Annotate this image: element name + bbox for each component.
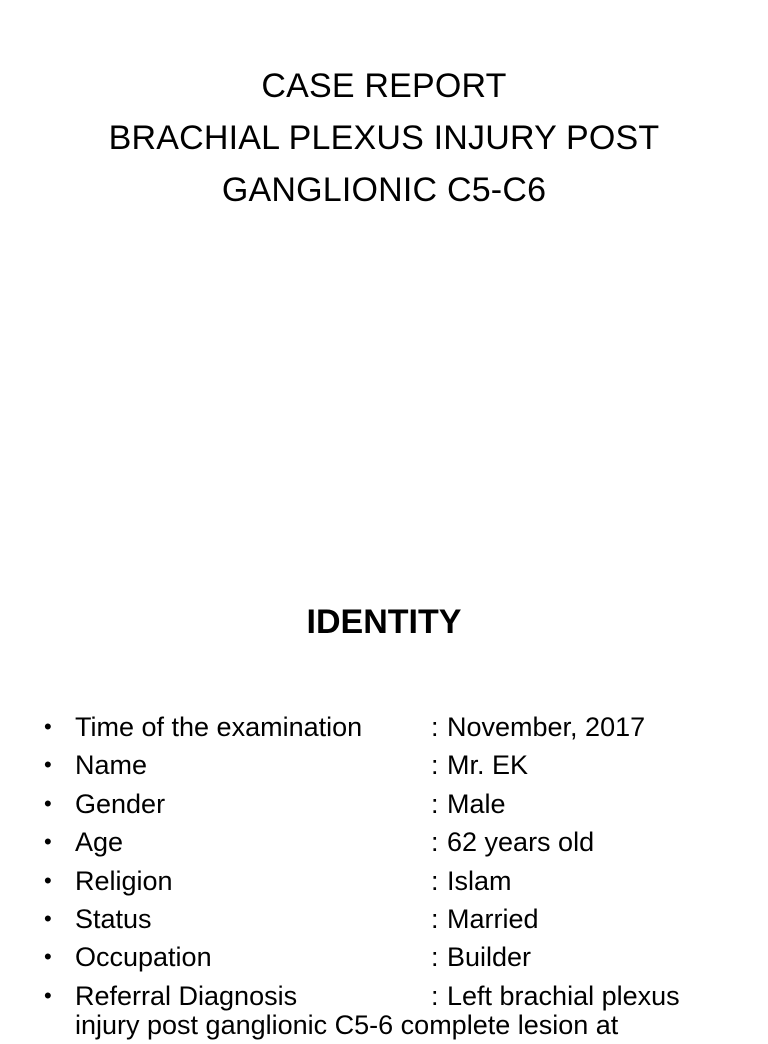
row-separator: :	[431, 865, 439, 896]
bullet-icon: •	[44, 905, 52, 931]
row-label: Time of the examination	[75, 712, 363, 742]
row-value: Builder	[447, 942, 532, 973]
row-value: 62 years old	[447, 827, 595, 858]
row-value: Married	[447, 903, 539, 934]
title-line-3: GANGLIONIC C5-C6	[221, 171, 547, 209]
row-label: Age	[75, 827, 124, 858]
title-line-1: CASE REPORT	[261, 67, 507, 105]
bullet-icon: •	[44, 944, 52, 970]
identity-row-name	[0, 746, 768, 784]
row-value: Left brachial plexus	[447, 980, 680, 1011]
identity-row-gender	[0, 785, 768, 823]
identity-list	[0, 708, 768, 1015]
bullet-icon: •	[44, 752, 52, 778]
row-separator: :	[431, 903, 439, 934]
row-value: Male	[447, 788, 506, 819]
row-separator: :	[431, 712, 439, 742]
row-value: November, 2017	[447, 712, 646, 742]
identity-row-age	[0, 823, 768, 861]
identity-row-status	[0, 900, 768, 938]
row-label: Occupation	[75, 942, 212, 973]
bullet-icon: •	[44, 714, 52, 739]
row-value: Mr. EK	[447, 750, 529, 781]
slide-title	[0, 60, 768, 216]
bullet-icon: •	[44, 829, 52, 855]
identity-heading: IDENTITY	[306, 603, 462, 641]
row-label: Gender	[75, 788, 166, 819]
row-separator: :	[431, 980, 439, 1011]
row-separator: :	[431, 827, 439, 858]
title-line-2: BRACHIAL PLEXUS INJURY POST	[108, 119, 660, 157]
bullet-icon: •	[44, 867, 52, 893]
row-label: Referral Diagnosis	[75, 980, 298, 1011]
row-value: Islam	[447, 865, 512, 896]
identity-slide	[0, 576, 768, 1024]
row-label: Religion	[75, 865, 173, 896]
identity-row-time	[0, 708, 768, 746]
row-separator: :	[431, 942, 439, 973]
bullet-icon: •	[44, 790, 52, 816]
row-label: Name	[75, 750, 148, 781]
identity-row-occupation	[0, 938, 768, 976]
identity-row-religion	[0, 862, 768, 900]
bullet-icon: •	[44, 982, 52, 1008]
row-separator: :	[431, 750, 439, 781]
row-label: Status	[75, 903, 152, 934]
row-separator: :	[431, 788, 439, 819]
diagnosis-continuation: injury post ganglionic C5-6 complete lesion at	[75, 1010, 619, 1040]
